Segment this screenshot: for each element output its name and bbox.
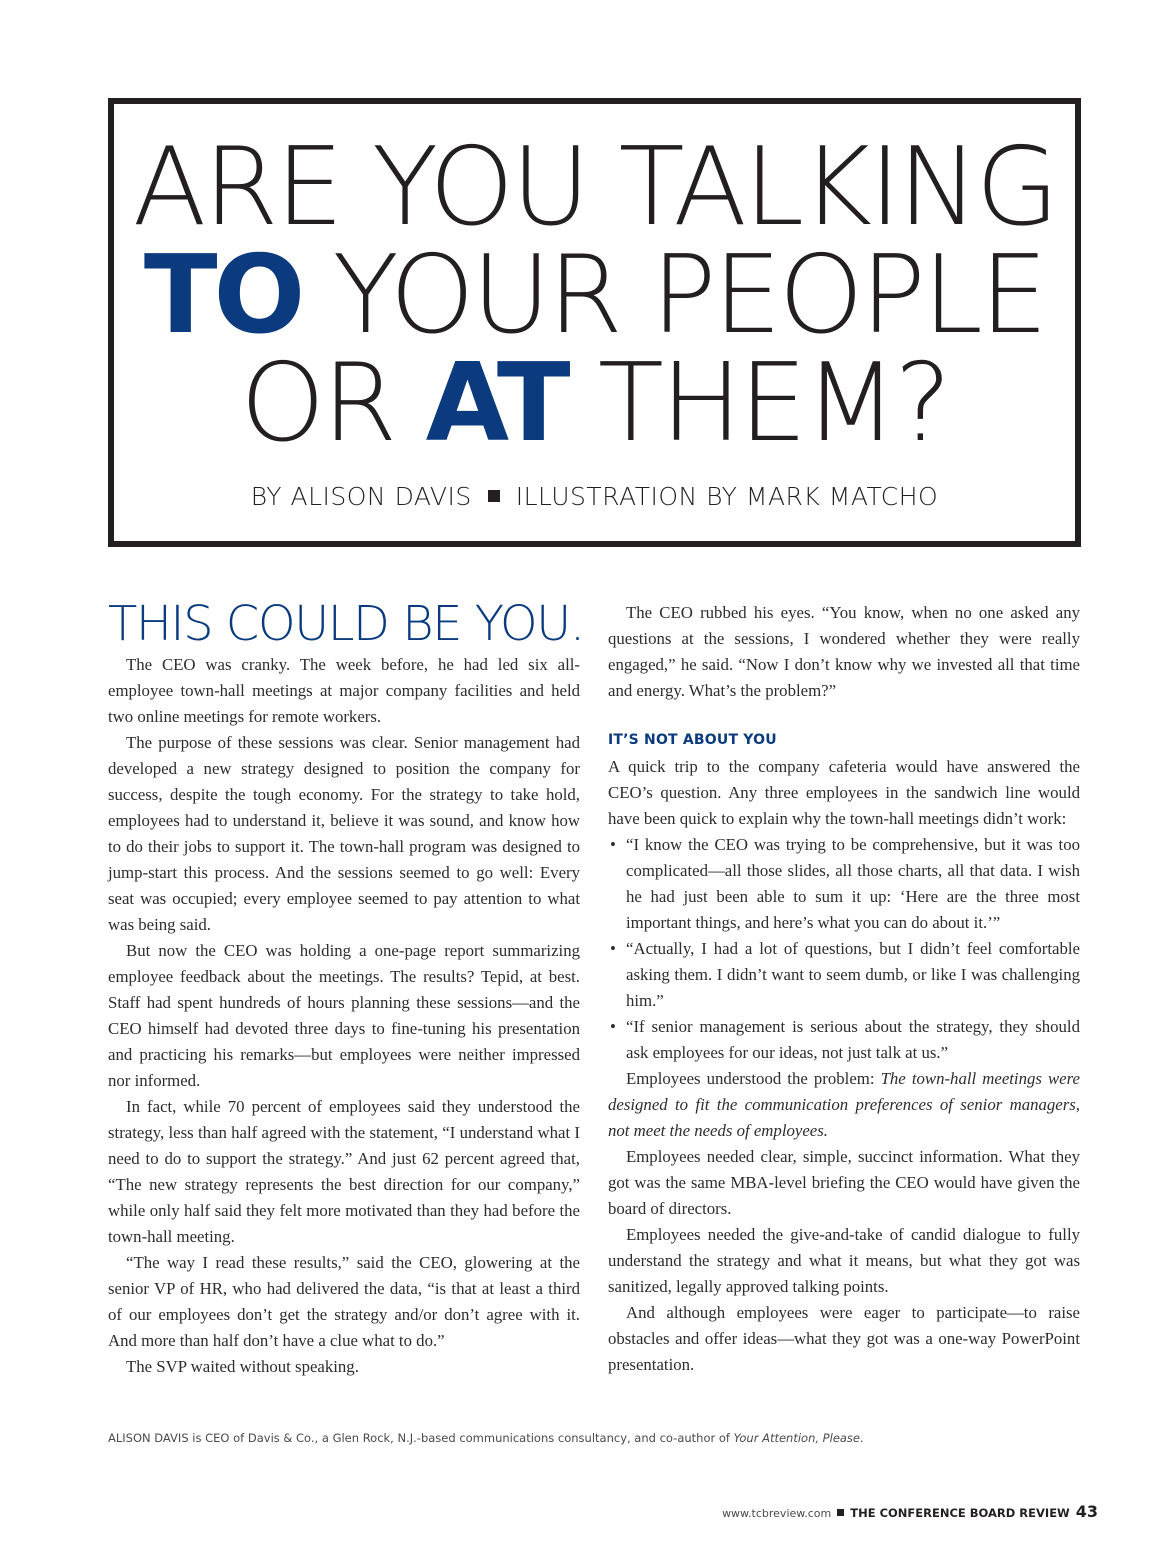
square-bullet-icon xyxy=(837,1509,844,1516)
footnote-text: ALISON DAVIS is CEO of Davis & Co., a Glen Rock, N.J.-based communications consultancy, and co-author of xyxy=(108,1431,734,1445)
body-paragraph: But now the CEO was holding a one-page report summarizing employee feedback about the meetings. The results? Tepid, at best. Staff had spent hundreds of hours planning these sessions—and the CEO himself had devoted three days to fine-tuning his presentation and practicing his remarks—but employees were neither impressed nor informed. xyxy=(108,941,580,1090)
body-paragraph: The CEO was cranky. The week before, he had led six all-employee town-hall meetings at major company facilities and held two online meetings for remote workers. xyxy=(108,655,580,726)
body-paragraph: A quick trip to the company cafeteria would have answered the CEO’s question. Any three employees in the sandwich line would have been quick to explain why the town-hall meetings didn’t work: xyxy=(608,757,1080,828)
byline xyxy=(114,482,1075,511)
quote-list xyxy=(608,832,1080,1066)
headline-line-1: ARE YOU TALKING xyxy=(132,125,1057,250)
body-paragraph: Employees needed the give-and-take of candid dialogue to fully understand the strategy and what it means, but what they got was sanitized, legally approved talking points. xyxy=(608,1225,1080,1296)
headline-line-2-rest: YOUR PEOPLE xyxy=(301,233,1046,358)
headline-line-3 xyxy=(114,341,1075,466)
title-box xyxy=(108,98,1081,547)
body-paragraph: “The way I read these results,” said the CEO, glowering at the senior VP of HR, who had delivered the data, “is that at least a third of our employees don’t get the strategy and/or don’t agree with it. And more than half don’t have a clue what to do.” xyxy=(108,1253,580,1350)
understood-lead: Employees understood the problem: xyxy=(626,1069,881,1088)
footer-publication: THE CONFERENCE BOARD REVIEW xyxy=(850,1506,1070,1520)
list-item: • “Actually, I had a lot of questions, but I didn’t feel comfortable asking them. I didn’t want to seem dumb, or like I was challenging him.” xyxy=(608,936,1080,1014)
headline-accent-to: TO xyxy=(143,233,302,358)
body-paragraph: The SVP waited without speaking. xyxy=(126,1357,359,1376)
square-bullet-icon xyxy=(488,490,500,502)
headline-line-2 xyxy=(114,233,1075,358)
right-column xyxy=(608,600,1080,1378)
body-paragraph: And although employees were eager to participate—to raise obstacles and offer ideas—what they got was a one-way PowerPoint presentation. xyxy=(608,1303,1080,1374)
headline-line-3-rest: THEM? xyxy=(566,341,949,466)
headline xyxy=(114,125,1075,466)
author-footnote xyxy=(108,1431,1068,1445)
section-heading: THIS COULD BE YOU. xyxy=(108,596,584,652)
left-column xyxy=(108,596,584,1380)
body-paragraph: The CEO rubbed his eyes. “You know, when no one asked any questions at the sessions, I wondered whether they were really engaged,” he said. “Now I don’t know why we invested all that time and energy. What’s the problem?” xyxy=(608,603,1080,700)
byline-illustration: ILLUSTRATION BY MARK MATCHO xyxy=(515,482,939,511)
body-paragraph xyxy=(608,1066,1080,1144)
body-paragraph: The purpose of these sessions was clear. Senior management had developed a new strategy designed to position the company for success, despite the tough economy. For the strategy to take hold, employees had to understand it, believe it was sound, and know how to do their jobs to support it. The town-hall program was designed to jump-start this process. And the sessions seemed to go well: Every seat was occupied; every employee seemed to pay attention to what was being said. xyxy=(108,733,580,934)
body-paragraph: Employees needed clear, simple, succinct information. What they got was the same MBA-level briefing the CEO would have given the board of directors. xyxy=(608,1147,1080,1218)
page-number: 43 xyxy=(1075,1502,1098,1521)
footnote-end: . xyxy=(860,1431,864,1445)
footnote-book: Your Attention, Please xyxy=(733,1431,861,1445)
byline-author: BY ALISON DAVIS xyxy=(250,482,472,511)
subheading: IT’S NOT ABOUT YOU xyxy=(608,732,777,748)
page-footer xyxy=(722,1502,1098,1521)
list-item: • “If senior management is serious about the strategy, they should ask employees for our ideas, not just talk at us.” xyxy=(608,1014,1080,1066)
body-paragraph: In fact, while 70 percent of employees said they understood the strategy, less than half agreed with the statement, “I understand what I need to do to support the strategy.” And just 62 percent agreed that, “The new strategy represents the best direction for our company,” while only half said they felt more motivated than they had before the town-hall meeting. xyxy=(108,1097,580,1246)
headline-line-3-start: OR xyxy=(240,341,426,466)
headline-accent-at: AT xyxy=(425,341,567,466)
list-item: • “I know the CEO was trying to be comprehensive, but it was too complicated—all those slides, all those charts, all that data. I wish he had just been able to sum it up: ‘Here are the three most important things, and here’s what you can do about it.’” xyxy=(608,832,1080,936)
footer-url: www.tcbreview.com xyxy=(722,1507,832,1520)
understood-italic: The town-hall meetings were designed to fit the communication preferences of senior managers, not meet the needs of employees. xyxy=(608,1069,1080,1140)
